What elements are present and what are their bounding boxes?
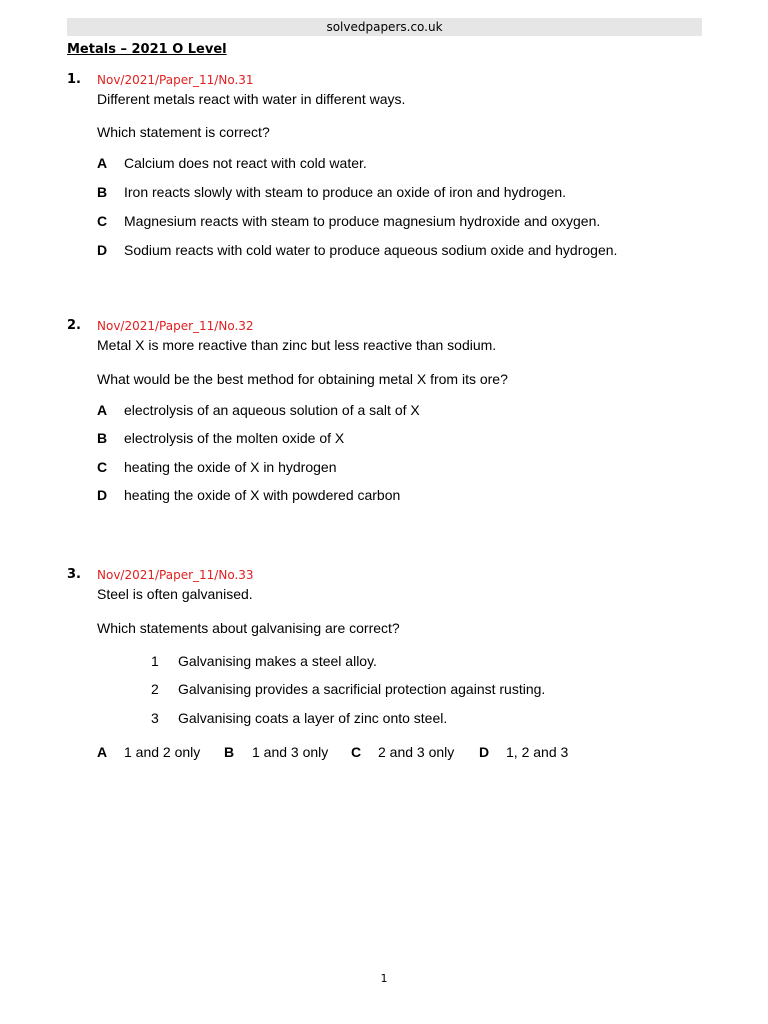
option-d-text[interactable]: 1, 2 and 3 <box>506 744 569 760</box>
option-text: heating the oxide of X in hydrogen <box>124 459 337 475</box>
option-c-text[interactable]: 2 and 3 only <box>378 744 455 760</box>
question-prompt: Which statements about galvanising are correct? <box>97 620 400 636</box>
statement-text: Galvanising provides a sacrificial protection against rusting. <box>178 681 546 697</box>
option-b-text[interactable]: 1 and 3 only <box>252 744 329 760</box>
option-b-letter[interactable]: B <box>224 744 235 760</box>
question-reference: Nov/2021/Paper_11/No.31 <box>97 73 254 87</box>
option-letter: A <box>97 402 108 418</box>
option-c-letter[interactable]: C <box>351 744 362 760</box>
option-d-letter[interactable]: D <box>479 744 490 760</box>
question-prompt: What would be the best method for obtaining metal X from its ore? <box>97 371 508 387</box>
option-text: Magnesium reacts with steam to produce magnesium hydroxide and oxygen. <box>124 213 601 229</box>
option-a-letter[interactable]: A <box>97 744 108 760</box>
option-letter: A <box>97 155 108 171</box>
question-stem: Different metals react with water in different ways. <box>97 91 406 107</box>
statement-number: 3 <box>151 710 159 726</box>
statement-number: 2 <box>151 681 159 697</box>
option-letter: C <box>97 459 108 475</box>
option-letter: D <box>97 242 108 258</box>
question-stem: Metal X is more reactive than zinc but less reactive than sodium. <box>97 337 497 353</box>
question-stem: Steel is often galvanised. <box>97 586 253 602</box>
option-text: electrolysis of an aqueous solution of a salt of X <box>124 402 420 418</box>
option-a-text[interactable]: 1 and 2 only <box>124 744 201 760</box>
statement-text: Galvanising coats a layer of zinc onto steel. <box>178 710 448 726</box>
option-text: electrolysis of the molten oxide of X <box>124 430 345 446</box>
question-prompt: Which statement is correct? <box>97 124 270 140</box>
option-text: Iron reacts slowly with steam to produce an oxide of iron and hydrogen. <box>124 184 567 200</box>
statement-number: 1 <box>151 653 159 669</box>
option-letter: B <box>97 430 108 446</box>
document-title: Metals – 2021 O Level <box>67 42 227 57</box>
statement-text: Galvanising makes a steel alloy. <box>178 653 377 669</box>
question-number: 3. <box>67 567 81 582</box>
option-letter: D <box>97 487 108 503</box>
option-letter: B <box>97 184 108 200</box>
option-text: Sodium reacts with cold water to produce aqueous sodium oxide and hydrogen. <box>124 242 618 258</box>
question-number: 1. <box>67 72 81 87</box>
site-name: solvedpapers.co.uk <box>326 20 443 34</box>
option-text: heating the oxide of X with powdered carbon <box>124 487 401 503</box>
option-text: Calcium does not react with cold water. <box>124 155 367 171</box>
question-reference: Nov/2021/Paper_11/No.32 <box>97 319 254 333</box>
option-letter: C <box>97 213 108 229</box>
page-number: 1 <box>380 972 388 985</box>
question-number: 2. <box>67 318 81 333</box>
question-reference: Nov/2021/Paper_11/No.33 <box>97 568 254 582</box>
site-header <box>67 18 702 36</box>
